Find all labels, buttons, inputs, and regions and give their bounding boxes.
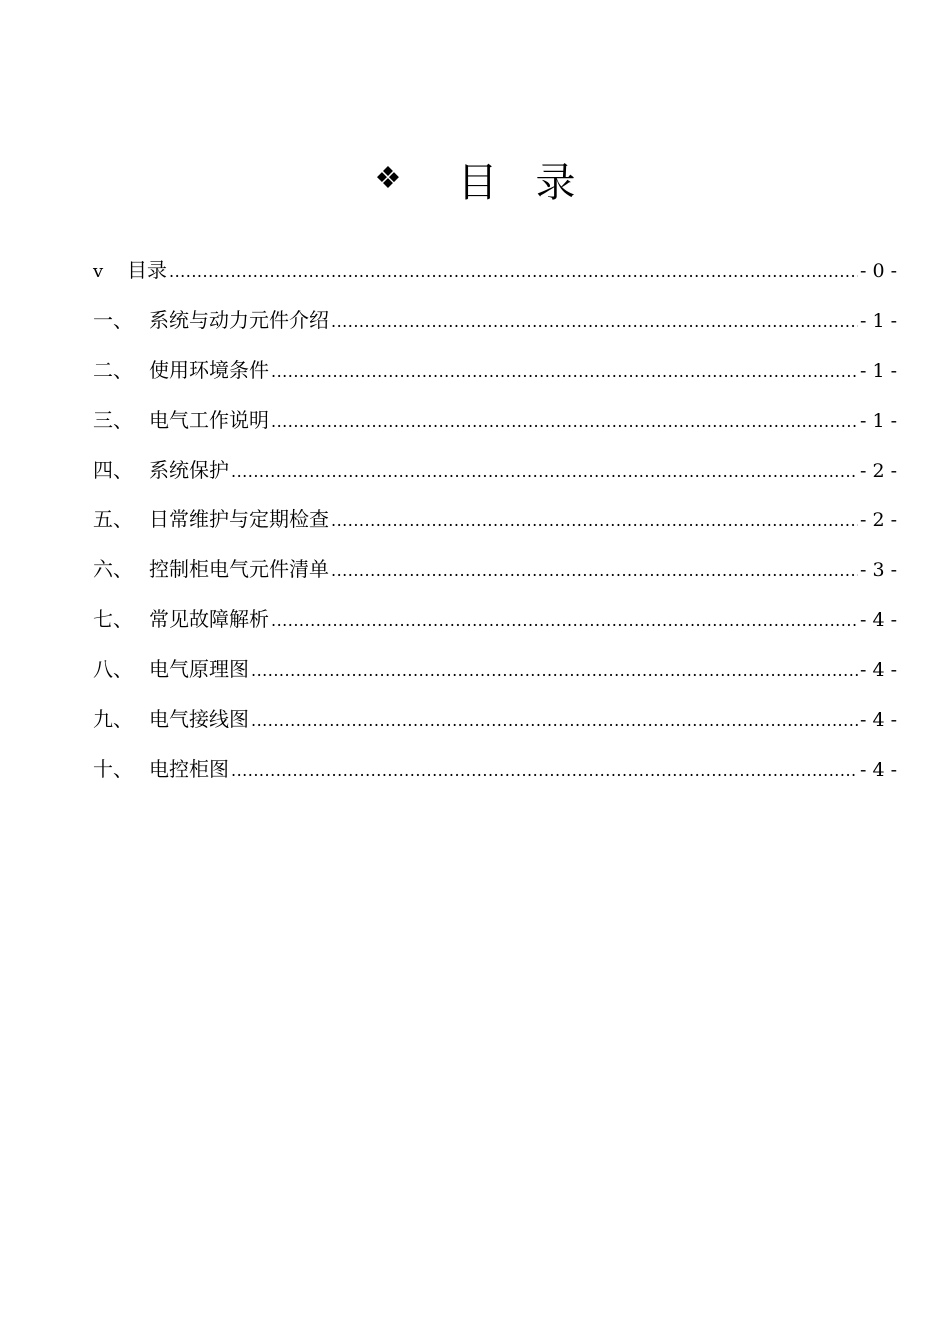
page-title	[0, 150, 950, 210]
toc-leader-dots	[231, 457, 858, 487]
toc-entry[interactable]	[93, 504, 897, 554]
toc-leader-dots	[331, 506, 858, 536]
toc-entry[interactable]	[93, 654, 897, 704]
toc-entry-label: 电气原理图	[149, 657, 249, 682]
toc-entry-page: - 1 -	[859, 359, 897, 382]
toc-entry-number: 七、	[93, 607, 133, 632]
toc-entry[interactable]	[93, 305, 897, 355]
toc-leader-dots	[251, 656, 858, 686]
toc-entry-number: 一、	[93, 307, 133, 332]
toc-entry-label: 电控柜图	[149, 756, 229, 781]
toc-entry-page: - 4 -	[859, 758, 897, 781]
toc-leader-dots	[331, 307, 858, 337]
toc-entry-label: 常见故障解析	[149, 607, 269, 632]
toc-entry[interactable]	[93, 355, 897, 405]
toc-entry-number: 二、	[93, 357, 133, 382]
toc-entry-number: 四、	[93, 457, 133, 482]
toc-entry-page: - 4 -	[859, 659, 897, 682]
toc-entry[interactable]	[93, 455, 897, 505]
toc-entry-page: - 4 -	[859, 709, 897, 732]
toc-entry-page: - 3 -	[859, 559, 897, 582]
toc-entry[interactable]	[93, 405, 897, 455]
toc-entry[interactable]	[93, 704, 897, 754]
toc-entry-number: 八、	[93, 657, 133, 682]
toc-entry-number: 九、	[93, 707, 133, 732]
toc-entry-label: 使用环境条件	[149, 357, 269, 382]
toc-entry-label: 控制柜电气元件清单	[149, 557, 329, 582]
toc-entry-number: 三、	[93, 407, 133, 432]
toc-leader-dots	[271, 407, 858, 437]
toc-leader-dots	[331, 556, 858, 586]
toc-entry-label: 目录	[127, 258, 167, 282]
toc-leader-dots	[251, 706, 858, 736]
diamond-bullet-icon: ❖	[374, 161, 402, 196]
toc-entry-page: - 1 -	[859, 309, 897, 332]
toc-entry-label: 系统与动力元件介绍	[149, 307, 329, 332]
toc-entry-label: 电气工作说明	[149, 407, 269, 432]
toc-entry-number: 六、	[93, 557, 133, 582]
toc-entry-page: - 1 -	[859, 409, 897, 432]
toc-entry-page: - 2 -	[859, 459, 897, 482]
toc-leader-dots	[271, 606, 858, 636]
toc-leader-dots	[231, 756, 858, 786]
table-of-contents	[93, 255, 897, 804]
toc-entry-label: 系统保护	[149, 457, 229, 482]
toc-entry-page: - 4 -	[859, 609, 897, 632]
toc-entry-number: v	[93, 261, 104, 282]
title-text: 目录	[457, 160, 614, 206]
toc-entry[interactable]	[93, 754, 897, 804]
toc-leader-dots	[169, 257, 858, 287]
toc-leader-dots	[271, 357, 858, 387]
toc-entry-label: 日常维护与定期检查	[149, 507, 329, 532]
toc-entry-page: - 0 -	[859, 260, 897, 282]
toc-entry-label: 电气接线图	[149, 707, 249, 732]
toc-entry-number: 十、	[93, 756, 133, 781]
toc-entry[interactable]	[93, 604, 897, 654]
toc-entry-number: 五、	[93, 507, 133, 532]
toc-entry[interactable]	[93, 255, 897, 305]
toc-entry[interactable]	[93, 554, 897, 604]
toc-entry-page: - 2 -	[859, 509, 897, 532]
